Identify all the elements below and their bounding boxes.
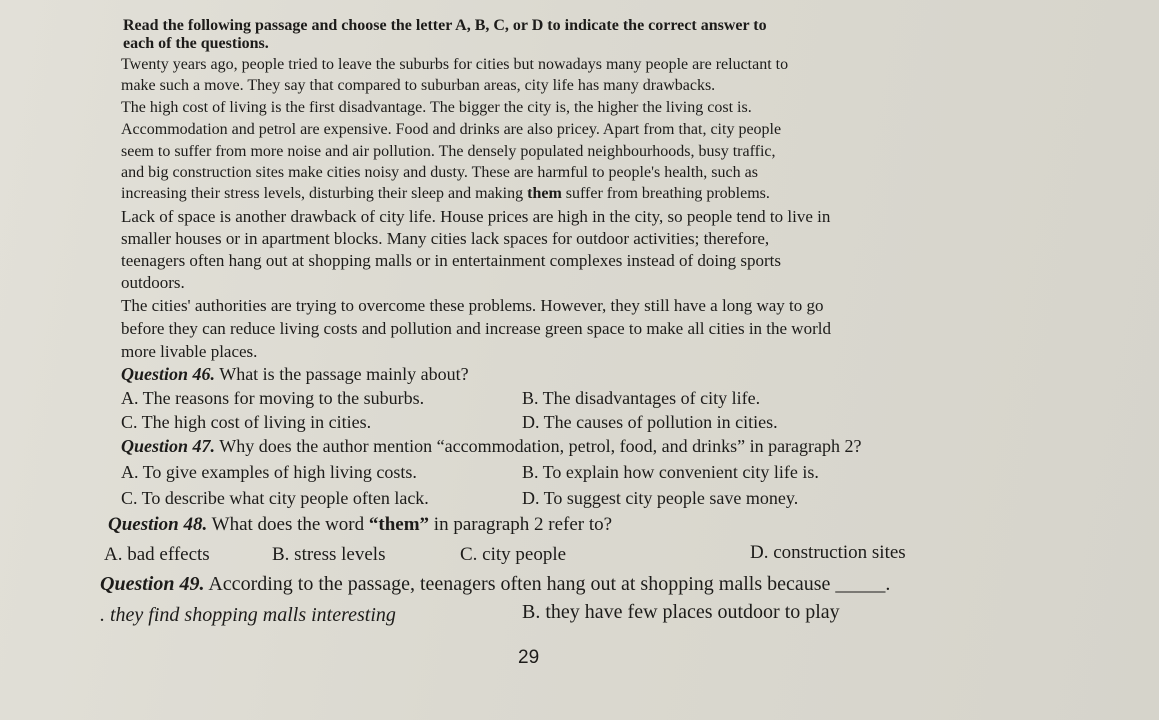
passage-p4-line-1: The cities' authorities are trying to overcome these problems. However, they still have a long way to go bbox=[121, 296, 824, 315]
q48-option-d[interactable]: D. construction sites bbox=[750, 542, 906, 563]
q47-option-d[interactable]: D. To suggest city people save money. bbox=[522, 488, 799, 508]
q49-option-b[interactable]: B. they have few places outdoor to play bbox=[522, 601, 840, 623]
q46-option-a[interactable]: A. The reasons for moving to the suburbs. bbox=[121, 388, 425, 408]
passage-p1-line-1: Twenty years ago, people tried to leave the suburbs for cities but nowadays many people are reluctant to bbox=[121, 56, 789, 73]
question-47-text: Why does the author mention “accommodation, petrol, food, and drinks” in paragraph 2? bbox=[215, 436, 862, 456]
q46-option-b[interactable]: B. The disadvantages of city life. bbox=[522, 388, 761, 408]
question-48-text-pre: What does the word bbox=[207, 514, 369, 535]
passage-p3-line-1: Lack of space is another drawback of city life. House prices are high in the city, so people tend to live in bbox=[121, 207, 831, 226]
passage-p2-line-1: The high cost of living is the first disadvantage. The bigger the city is, the higher the living cost is. bbox=[121, 99, 752, 116]
q47-option-a[interactable]: A. To give examples of high living costs. bbox=[121, 462, 417, 482]
question-49-label: Question 49. bbox=[100, 573, 205, 595]
question-49-text: According to the passage, teenagers often hang out at shopping malls because bbox=[204, 573, 831, 595]
question-48 bbox=[108, 515, 612, 534]
q49-option-a[interactable]: . they find shopping malls interesting bbox=[100, 604, 396, 626]
passage-p2-line-5 bbox=[121, 186, 770, 202]
question-47-label: Question 47. bbox=[121, 436, 216, 456]
passage-p4-line-2: before they can reduce living costs and pollution and increase green space to make all cities in the world bbox=[121, 319, 831, 338]
question-47 bbox=[121, 437, 862, 455]
q48-option-c[interactable]: C. city people bbox=[460, 544, 567, 565]
q48-option-b[interactable]: B. stress levels bbox=[272, 544, 386, 565]
q46-option-c[interactable]: C. The high cost of living in cities. bbox=[121, 412, 372, 432]
passage-p3-line-2: smaller houses or in apartment blocks. Many cities lack spaces for outdoor activities; therefore, bbox=[121, 229, 770, 248]
passage-p2-line-3: seem to suffer from more noise and air pollution. The densely populated neighbourhoods, busy traffic, bbox=[121, 143, 776, 160]
passage-p4-line-3: more livable places. bbox=[121, 342, 258, 361]
instruction-line-2: each of the questions. bbox=[123, 35, 269, 52]
page-number: 29 bbox=[518, 647, 540, 668]
passage-p3-line-4: outdoors. bbox=[121, 273, 185, 292]
q47-option-c[interactable]: C. To describe what city people often lack. bbox=[121, 488, 429, 508]
instruction-line-1: Read the following passage and choose the letter A, B, C, or D to indicate the correct answer to bbox=[123, 17, 767, 34]
question-46-label: Question 46. bbox=[121, 364, 216, 384]
passage-p2-line-5-text: increasing their stress levels, disturbing their sleep and making bbox=[121, 185, 524, 202]
question-46 bbox=[121, 365, 469, 383]
passage-p2-line-2: Accommodation and petrol are expensive. Food and drinks are also pricey. Apart from that, city people bbox=[121, 121, 782, 138]
question-46-text: What is the passage mainly about? bbox=[215, 364, 469, 384]
q46-option-d[interactable]: D. The causes of pollution in cities. bbox=[522, 412, 778, 432]
passage-p1-line-2: make such a move. They say that compared to suburban areas, city life has many drawbacks. bbox=[121, 77, 716, 94]
passage-p3-line-3: teenagers often hang out at shopping malls or in entertainment complexes instead of doing sports bbox=[121, 251, 782, 270]
question-49 bbox=[100, 574, 890, 594]
question-48-label: Question 48. bbox=[108, 514, 208, 535]
passage-p2-line-5-tail: suffer from breathing problems. bbox=[561, 185, 770, 202]
q48-option-a[interactable]: A. bad effects bbox=[104, 544, 210, 565]
passage-p2-line-4: and big construction sites make cities noisy and dusty. These are harmful to people's health, such as bbox=[121, 164, 758, 181]
question-48-word: “them” bbox=[368, 514, 430, 535]
answer-blank: _____. bbox=[835, 573, 891, 595]
q47-option-b[interactable]: B. To explain how convenient city life is. bbox=[522, 462, 819, 482]
question-48-text-post: in paragraph 2 refer to? bbox=[429, 514, 613, 535]
highlighted-word-them: them bbox=[527, 185, 562, 202]
